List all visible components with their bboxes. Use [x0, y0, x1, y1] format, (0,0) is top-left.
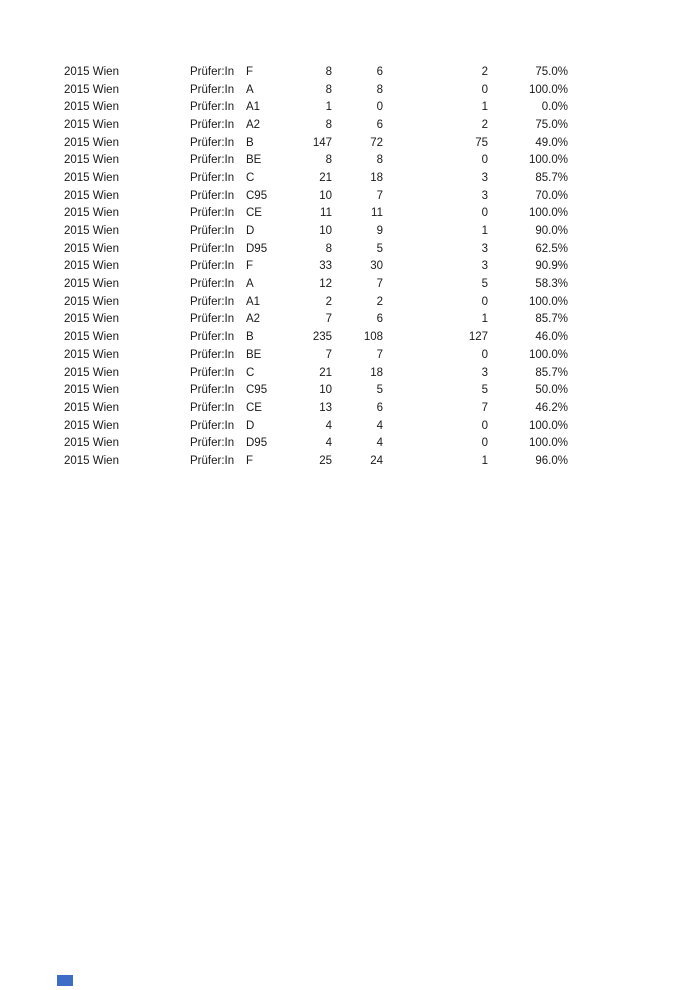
- cell-count-total: 11: [320, 207, 332, 220]
- cell-examiner-role: Prüfer:In: [190, 83, 235, 96]
- cell-count-total: 33: [319, 260, 332, 273]
- table-row: [64, 364, 568, 382]
- cell-count-passed: 7: [376, 348, 383, 361]
- cell-count-passed: 6: [376, 401, 383, 414]
- cell-count-total: 8: [325, 65, 332, 78]
- cell-count-failed: 3: [481, 260, 488, 273]
- cell-examiner-role: Prüfer:In: [190, 384, 235, 397]
- cell-examiner-role: Prüfer:In: [190, 154, 235, 167]
- cell-pass-rate: 100.0%: [528, 437, 568, 450]
- cell-count-failed: 3: [481, 171, 488, 184]
- cell-year-location: 2015 Wien: [64, 295, 119, 308]
- table-row: [64, 151, 568, 169]
- cell-year-location: 2015 Wien: [64, 136, 119, 149]
- cell-count-failed: 1: [481, 454, 488, 467]
- cell-examiner-role: Prüfer:In: [190, 101, 235, 114]
- cell-examiner-role: Prüfer:In: [190, 207, 235, 220]
- table-row: [64, 169, 568, 187]
- cell-license-category: F: [246, 65, 254, 78]
- cell-pass-rate: 90.0%: [535, 225, 568, 238]
- cell-pass-rate: 50.0%: [535, 384, 568, 397]
- cell-count-failed: 0: [481, 348, 488, 361]
- cell-count-total: 8: [325, 242, 332, 255]
- cell-count-passed: 6: [376, 118, 383, 131]
- cell-examiner-role: Prüfer:In: [190, 189, 235, 202]
- cell-count-passed: 72: [370, 136, 383, 149]
- cell-year-location: 2015 Wien: [64, 313, 119, 326]
- table-row: [64, 452, 568, 470]
- cell-license-category: C95: [246, 384, 268, 397]
- cell-examiner-role: Prüfer:In: [190, 313, 235, 326]
- cell-count-passed: 8: [376, 83, 383, 96]
- cell-count-passed: 2: [376, 295, 383, 308]
- cell-count-failed: 7: [481, 401, 488, 414]
- cell-license-category: F: [246, 454, 254, 467]
- cell-year-location: 2015 Wien: [64, 384, 119, 397]
- table-row: [64, 417, 568, 435]
- cell-examiner-role: Prüfer:In: [190, 454, 235, 467]
- cell-examiner-role: Prüfer:In: [190, 366, 235, 379]
- cell-license-category: B: [246, 136, 254, 149]
- cell-year-location: 2015 Wien: [64, 242, 119, 255]
- cell-count-total: 2: [325, 295, 332, 308]
- results-table: [64, 63, 568, 470]
- cell-examiner-role: Prüfer:In: [190, 118, 235, 131]
- table-row: [64, 381, 568, 399]
- cell-pass-rate: 96.0%: [535, 454, 568, 467]
- cell-year-location: 2015 Wien: [64, 454, 119, 467]
- cell-count-passed: 11: [371, 207, 383, 220]
- table-row: [64, 205, 568, 223]
- table-row: [64, 63, 568, 81]
- cell-count-passed: 7: [376, 189, 383, 202]
- cell-count-passed: 6: [376, 313, 383, 326]
- table-row: [64, 275, 568, 293]
- cell-license-category: A1: [246, 101, 261, 114]
- cell-count-passed: 18: [370, 366, 383, 379]
- cell-year-location: 2015 Wien: [64, 189, 119, 202]
- cell-count-passed: 24: [370, 454, 383, 467]
- cell-pass-rate: 100.0%: [528, 348, 568, 361]
- cell-count-passed: 6: [376, 65, 383, 78]
- cell-license-category: D: [246, 225, 255, 238]
- cell-count-failed: 1: [481, 313, 488, 326]
- cell-year-location: 2015 Wien: [64, 401, 119, 414]
- cell-license-category: BE: [246, 154, 262, 167]
- cell-year-location: 2015 Wien: [64, 331, 119, 344]
- cell-pass-rate: 75.0%: [535, 65, 568, 78]
- cell-license-category: D95: [246, 242, 268, 255]
- cell-count-failed: 127: [468, 331, 488, 344]
- cell-count-total: 8: [325, 118, 332, 131]
- cell-count-total: 235: [312, 331, 332, 344]
- table-row: [64, 187, 568, 205]
- table-row: [64, 293, 568, 311]
- cell-count-total: 147: [312, 136, 332, 149]
- cell-count-total: 10: [319, 189, 332, 202]
- cell-count-total: 8: [325, 154, 332, 167]
- cell-year-location: 2015 Wien: [64, 348, 119, 361]
- cell-count-passed: 9: [376, 225, 383, 238]
- cell-pass-rate: 100.0%: [528, 419, 568, 432]
- cell-year-location: 2015 Wien: [64, 154, 119, 167]
- cell-pass-rate: 100.0%: [528, 83, 568, 96]
- cell-count-passed: 7: [376, 278, 383, 291]
- cell-count-total: 7: [325, 348, 332, 361]
- cell-count-total: 25: [319, 454, 332, 467]
- cell-count-failed: 1: [481, 225, 488, 238]
- cell-count-failed: 0: [481, 154, 488, 167]
- table-row: [64, 434, 568, 452]
- cell-examiner-role: Prüfer:In: [190, 331, 235, 344]
- table-row: [64, 258, 568, 276]
- cell-license-category: B: [246, 331, 254, 344]
- cell-count-failed: 0: [481, 419, 488, 432]
- cell-count-failed: 3: [481, 366, 488, 379]
- cell-license-category: A1: [246, 295, 261, 308]
- cell-year-location: 2015 Wien: [64, 171, 119, 184]
- cell-license-category: C95: [246, 189, 268, 202]
- cell-examiner-role: Prüfer:In: [190, 65, 235, 78]
- cell-pass-rate: 75.0%: [535, 118, 568, 131]
- cell-examiner-role: Prüfer:In: [190, 260, 235, 273]
- cell-year-location: 2015 Wien: [64, 207, 119, 220]
- cell-examiner-role: Prüfer:In: [190, 225, 235, 238]
- cell-count-passed: 18: [370, 171, 383, 184]
- cell-count-total: 8: [325, 83, 332, 96]
- cell-pass-rate: 46.0%: [535, 331, 568, 344]
- table-row: [64, 399, 568, 417]
- cell-pass-rate: 49.0%: [535, 136, 568, 149]
- cell-count-total: 4: [325, 419, 332, 432]
- table-row: [64, 222, 568, 240]
- cell-count-total: 10: [319, 384, 332, 397]
- cell-pass-rate: 46.2%: [535, 401, 568, 414]
- cell-pass-rate: 90.9%: [535, 260, 568, 273]
- cell-pass-rate: 100.0%: [528, 154, 568, 167]
- cell-count-failed: 2: [481, 118, 488, 131]
- cell-pass-rate: 0.0%: [541, 101, 568, 114]
- table-row: [64, 328, 568, 346]
- cell-count-passed: 4: [376, 437, 383, 450]
- cell-pass-rate: 58.3%: [535, 278, 568, 291]
- cell-pass-rate: 100.0%: [528, 295, 568, 308]
- cell-pass-rate: 70.0%: [535, 189, 568, 202]
- cell-count-passed: 108: [363, 331, 383, 344]
- cell-count-passed: 4: [376, 419, 383, 432]
- cell-count-failed: 0: [481, 83, 488, 96]
- cell-license-category: CE: [246, 207, 262, 220]
- cell-count-total: 13: [319, 401, 332, 414]
- cell-pass-rate: 85.7%: [535, 313, 568, 326]
- cell-examiner-role: Prüfer:In: [190, 242, 235, 255]
- cell-license-category: C: [246, 171, 255, 184]
- table-row: [64, 311, 568, 329]
- cell-examiner-role: Prüfer:In: [190, 295, 235, 308]
- cell-year-location: 2015 Wien: [64, 278, 119, 291]
- table-row: [64, 81, 568, 99]
- cell-year-location: 2015 Wien: [64, 260, 119, 273]
- cell-examiner-role: Prüfer:In: [190, 278, 235, 291]
- cell-pass-rate: 62.5%: [535, 242, 568, 255]
- blue-marker: [57, 975, 73, 986]
- cell-count-total: 7: [325, 313, 332, 326]
- cell-examiner-role: Prüfer:In: [190, 136, 235, 149]
- cell-license-category: A: [246, 83, 254, 96]
- table-row: [64, 116, 568, 134]
- cell-count-total: 12: [319, 278, 332, 291]
- cell-license-category: F: [246, 260, 254, 273]
- cell-year-location: 2015 Wien: [64, 101, 119, 114]
- cell-year-location: 2015 Wien: [64, 366, 119, 379]
- table-row: [64, 346, 568, 364]
- table-row: [64, 98, 568, 116]
- cell-license-category: A2: [246, 118, 261, 131]
- cell-pass-rate: 100.0%: [528, 207, 568, 220]
- cell-year-location: 2015 Wien: [64, 225, 119, 238]
- cell-count-failed: 0: [481, 207, 488, 220]
- table-row: [64, 240, 568, 258]
- cell-year-location: 2015 Wien: [64, 419, 119, 432]
- cell-license-category: BE: [246, 348, 262, 361]
- cell-license-category: A: [246, 278, 254, 291]
- cell-license-category: A2: [246, 313, 261, 326]
- cell-license-category: D: [246, 419, 255, 432]
- cell-count-failed: 3: [481, 189, 488, 202]
- cell-count-passed: 8: [376, 154, 383, 167]
- cell-count-failed: 5: [481, 384, 488, 397]
- cell-count-failed: 75: [475, 136, 488, 149]
- cell-examiner-role: Prüfer:In: [190, 437, 235, 450]
- cell-examiner-role: Prüfer:In: [190, 171, 235, 184]
- cell-count-failed: 5: [481, 278, 488, 291]
- cell-count-failed: 0: [481, 295, 488, 308]
- cell-count-failed: 3: [481, 242, 488, 255]
- cell-count-failed: 0: [481, 437, 488, 450]
- cell-year-location: 2015 Wien: [64, 65, 119, 78]
- cell-count-total: 10: [319, 225, 332, 238]
- cell-pass-rate: 85.7%: [535, 171, 568, 184]
- cell-count-failed: 1: [481, 101, 488, 114]
- cell-pass-rate: 85.7%: [535, 366, 568, 379]
- cell-license-category: D95: [246, 437, 268, 450]
- cell-count-total: 1: [325, 101, 332, 114]
- cell-year-location: 2015 Wien: [64, 83, 119, 96]
- cell-count-passed: 0: [376, 101, 383, 114]
- cell-examiner-role: Prüfer:In: [190, 401, 235, 414]
- cell-count-total: 21: [319, 366, 332, 379]
- cell-count-total: 4: [325, 437, 332, 450]
- cell-examiner-role: Prüfer:In: [190, 348, 235, 361]
- cell-examiner-role: Prüfer:In: [190, 419, 235, 432]
- cell-count-passed: 30: [370, 260, 383, 273]
- cell-count-total: 21: [319, 171, 332, 184]
- cell-license-category: CE: [246, 401, 262, 414]
- cell-count-passed: 5: [376, 242, 383, 255]
- cell-count-passed: 5: [376, 384, 383, 397]
- cell-license-category: C: [246, 366, 255, 379]
- cell-count-failed: 2: [481, 65, 488, 78]
- cell-year-location: 2015 Wien: [64, 437, 119, 450]
- cell-year-location: 2015 Wien: [64, 118, 119, 131]
- table-row: [64, 134, 568, 152]
